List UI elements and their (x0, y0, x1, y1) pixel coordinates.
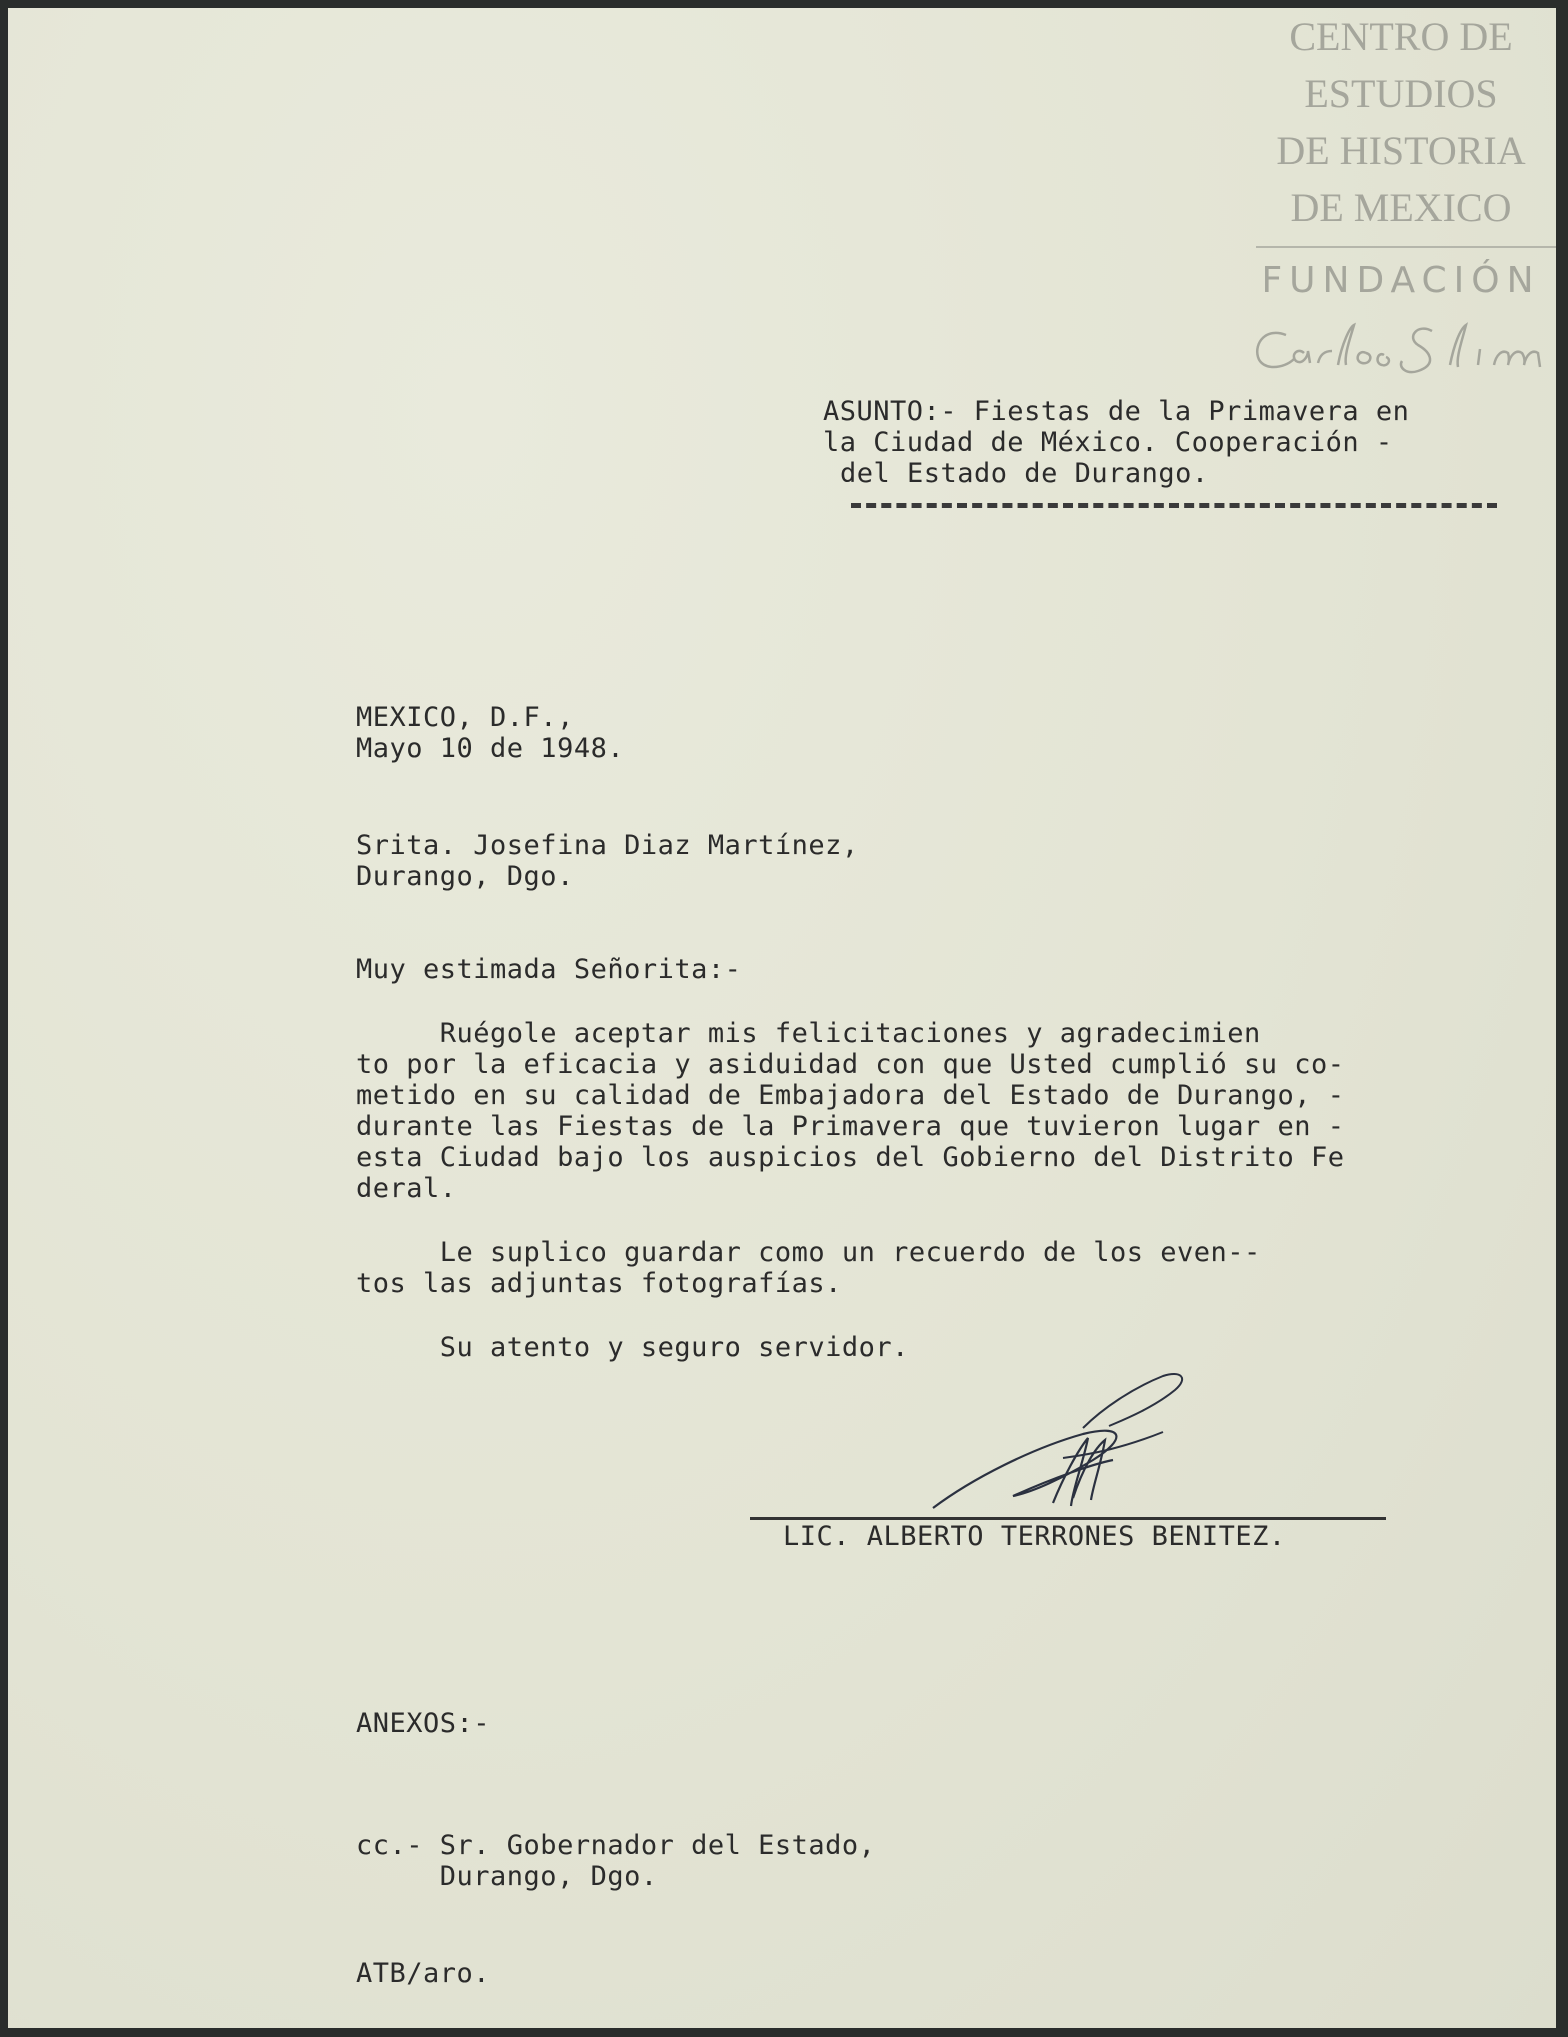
body-p1-line-5: esta Ciudad bajo los auspicios del Gobierno del Distrito Fe (356, 1142, 1345, 1173)
closing: Su atento y seguro servidor. (356, 1332, 909, 1363)
signature-line (750, 1517, 1386, 1520)
body-p2-line-2: tos las adjuntas fotografías. (356, 1268, 842, 1299)
body-p1-line-6: deral. (356, 1173, 457, 1204)
date-line-2: Mayo 10 de 1948. (356, 733, 625, 764)
stamp-line-2: ESTUDIOS (1304, 71, 1498, 116)
stamp-line-1: CENTRO DE (1289, 14, 1513, 59)
signer-name: LIC. ALBERTO TERRONES BENITEZ. (783, 1521, 1286, 1552)
recipient-line-1: Srita. Josefina Diaz Martínez, (356, 830, 859, 861)
letter-page (8, 8, 1556, 2028)
archive-stamp (1246, 8, 1556, 378)
reference-initials: ATB/aro. (356, 1958, 491, 1989)
body-p1-line-3: metido en su calidad de Embajadora del Estado de Durango, - (356, 1080, 1345, 1111)
body-p2-line-1: Le suplico guardar como un recuerdo de los even-- (356, 1237, 1261, 1268)
stamp-signature-logo (1246, 313, 1546, 383)
handwritten-signature (913, 1368, 1213, 1518)
body-p1-line-1: Ruégole aceptar mis felicitaciones y agradecimien (356, 1018, 1261, 1049)
date-line-1: MEXICO, D.F., (356, 702, 574, 733)
cc-line-2: Durango, Dgo. (356, 1861, 658, 1892)
salutation: Muy estimada Señorita:- (356, 954, 742, 985)
anexos-label: ANEXOS:- (356, 1708, 491, 1739)
body-p1-line-2: to por la eficacia y asiduidad con que Usted cumplió su co- (356, 1049, 1345, 1080)
stamp-line-3: DE HISTORIA (1276, 128, 1526, 173)
stamp-line-4: DE MEXICO (1290, 185, 1512, 230)
asunto-line-3: del Estado de Durango. (840, 458, 1209, 489)
cc-line-1: cc.- Sr. Gobernador del Estado, (356, 1830, 876, 1861)
asunto-line-2: la Ciudad de México. Cooperación - (823, 427, 1393, 458)
body-p1-line-4: durante las Fiestas de la Primavera que tuvieron lugar en - (356, 1111, 1345, 1142)
asunto-line-1: ASUNTO:- Fiestas de la Primavera en (823, 396, 1410, 427)
asunto-dashed-rule (851, 503, 1497, 514)
stamp-divider (1256, 246, 1556, 248)
recipient-line-2: Durango, Dgo. (356, 861, 574, 892)
stamp-fundacion: FUNDACIÓN (1261, 260, 1541, 301)
